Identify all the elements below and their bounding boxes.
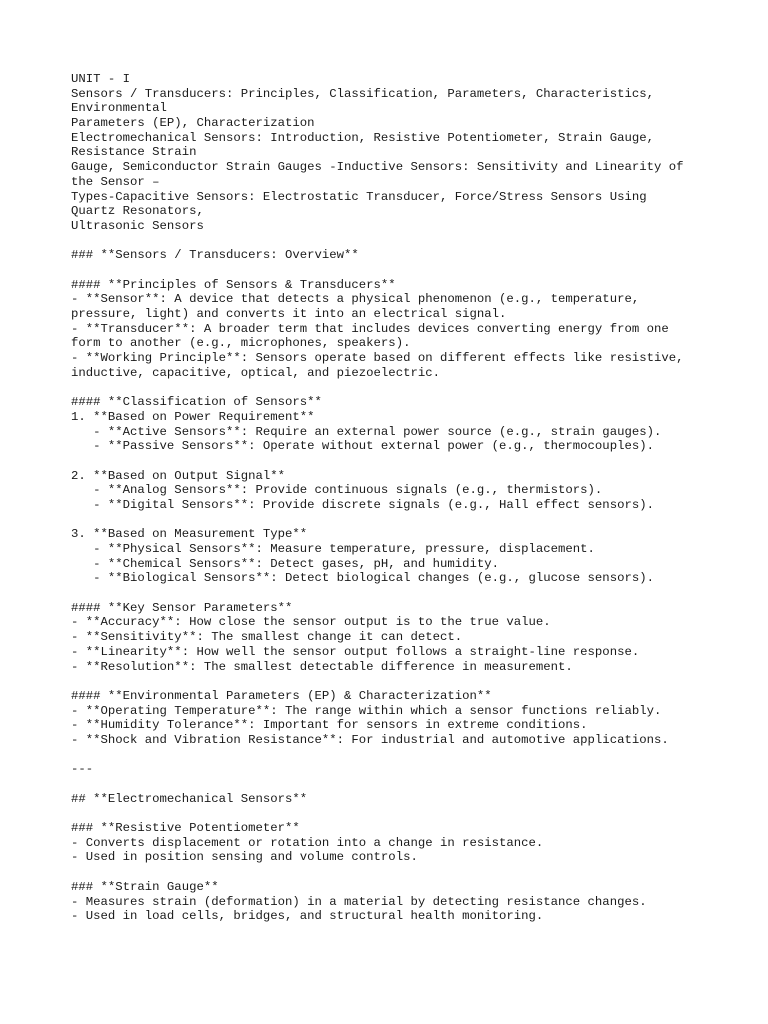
text-line: [71, 748, 731, 763]
text-line: [71, 513, 731, 528]
text-line: form to another (e.g., microphones, speakers).: [71, 336, 411, 351]
text-line: - Measures strain (deformation) in a material by detecting resistance changes.: [71, 894, 647, 909]
text-line: ### **Sensors / Transducers: Overview**: [71, 248, 359, 263]
text-line: - Converts displacement or rotation into a change in resistance.: [71, 835, 544, 850]
text-line: #### **Key Sensor Parameters**: [71, 600, 293, 615]
text-line: Environmental: [71, 101, 167, 116]
text-line: - **Analog Sensors**: Provide continuous signals (e.g., thermistors).: [71, 483, 603, 498]
text-line: - **Working Principle**: Sensors operate based on different effects like resistive,: [71, 351, 684, 366]
text-line: - **Linearity**: How well the sensor output follows a straight-line response.: [71, 644, 640, 659]
text-line: inductive, capacitive, optical, and piezoelectric.: [71, 365, 440, 380]
text-line: UNIT - I: [71, 72, 131, 86]
text-line: - **Chemical Sensors**: Detect gases, pH, and humidity.: [71, 556, 500, 571]
text-line: #### **Principles of Sensors & Transducers**: [71, 277, 396, 292]
text-line: Resistance Strain: [71, 145, 197, 160]
text-line: [71, 234, 731, 249]
text-line: - **Active Sensors**: Require an external power source (e.g., strain gauges).: [71, 424, 662, 439]
document-body: [71, 72, 731, 924]
text-line: [71, 806, 731, 821]
text-line: [71, 674, 731, 689]
text-line: [71, 865, 731, 880]
text-line: - **Sensor**: A device that detects a physical phenomenon (e.g., temperature,: [71, 292, 640, 307]
text-line: #### **Environmental Parameters (EP) & Characterization**: [71, 688, 492, 703]
text-line: - **Shock and Vibration Resistance**: For industrial and automotive applications.: [71, 732, 669, 747]
text-line: ## **Electromechanical Sensors**: [71, 791, 308, 806]
text-line: ---: [71, 762, 94, 777]
text-line: - **Humidity Tolerance**: Important for sensors in extreme conditions.: [71, 718, 588, 733]
text-line: - **Resolution**: The smallest detectable difference in measurement.: [71, 659, 573, 674]
text-line: - **Operating Temperature**: The range within which a sensor functions reliably.: [71, 703, 662, 718]
text-line: 1. **Based on Power Requirement**: [71, 409, 315, 424]
text-line: - **Biological Sensors**: Detect biological changes (e.g., glucose sensors).: [71, 571, 654, 586]
text-line: the Sensor –: [71, 174, 160, 189]
text-line: [71, 263, 731, 278]
text-line: - Used in load cells, bridges, and structural health monitoring.: [71, 909, 544, 924]
text-line: 2. **Based on Output Signal**: [71, 468, 286, 483]
text-line: pressure, light) and converts it into an electrical signal.: [71, 307, 507, 321]
text-line: Electromechanical Sensors: Introduction, Resistive Potentiometer, Strain Gauge,: [71, 130, 654, 145]
text-line: Ultrasonic Sensors: [71, 218, 204, 233]
text-line: Parameters (EP), Characterization: [71, 116, 315, 131]
text-line: ### **Strain Gauge**: [71, 879, 219, 894]
text-line: Quartz Resonators,: [71, 204, 204, 219]
text-line: [71, 586, 731, 601]
text-line: - **Accuracy**: How close the sensor output is to the true value.: [71, 615, 551, 630]
text-line: - **Transducer**: A broader term that includes devices converting energy from one: [71, 321, 669, 336]
text-line: #### **Classification of Sensors**: [71, 395, 322, 410]
text-line: Sensors / Transducers: Principles, Classification, Parameters, Characteristics,: [71, 86, 654, 101]
text-line: [71, 454, 731, 469]
text-line: - **Sensitivity**: The smallest change it can detect.: [71, 630, 463, 645]
text-line: Types-Capacitive Sensors: Electrostatic Transducer, Force/Stress Sensors Using: [71, 189, 647, 204]
text-line: - **Passive Sensors**: Operate without external power (e.g., thermocouples).: [71, 439, 654, 454]
text-line: [71, 777, 731, 792]
text-line: [71, 380, 731, 395]
text-line: - **Digital Sensors**: Provide discrete signals (e.g., Hall effect sensors).: [71, 497, 654, 512]
text-line: 3. **Based on Measurement Type**: [71, 527, 308, 542]
text-line: ### **Resistive Potentiometer**: [71, 821, 300, 836]
text-line: - Used in position sensing and volume controls.: [71, 850, 418, 865]
text-line: - **Physical Sensors**: Measure temperature, pressure, displacement.: [71, 542, 595, 556]
text-line: Gauge, Semiconductor Strain Gauges -Inductive Sensors: Sensitivity and Linearity of: [71, 160, 684, 175]
